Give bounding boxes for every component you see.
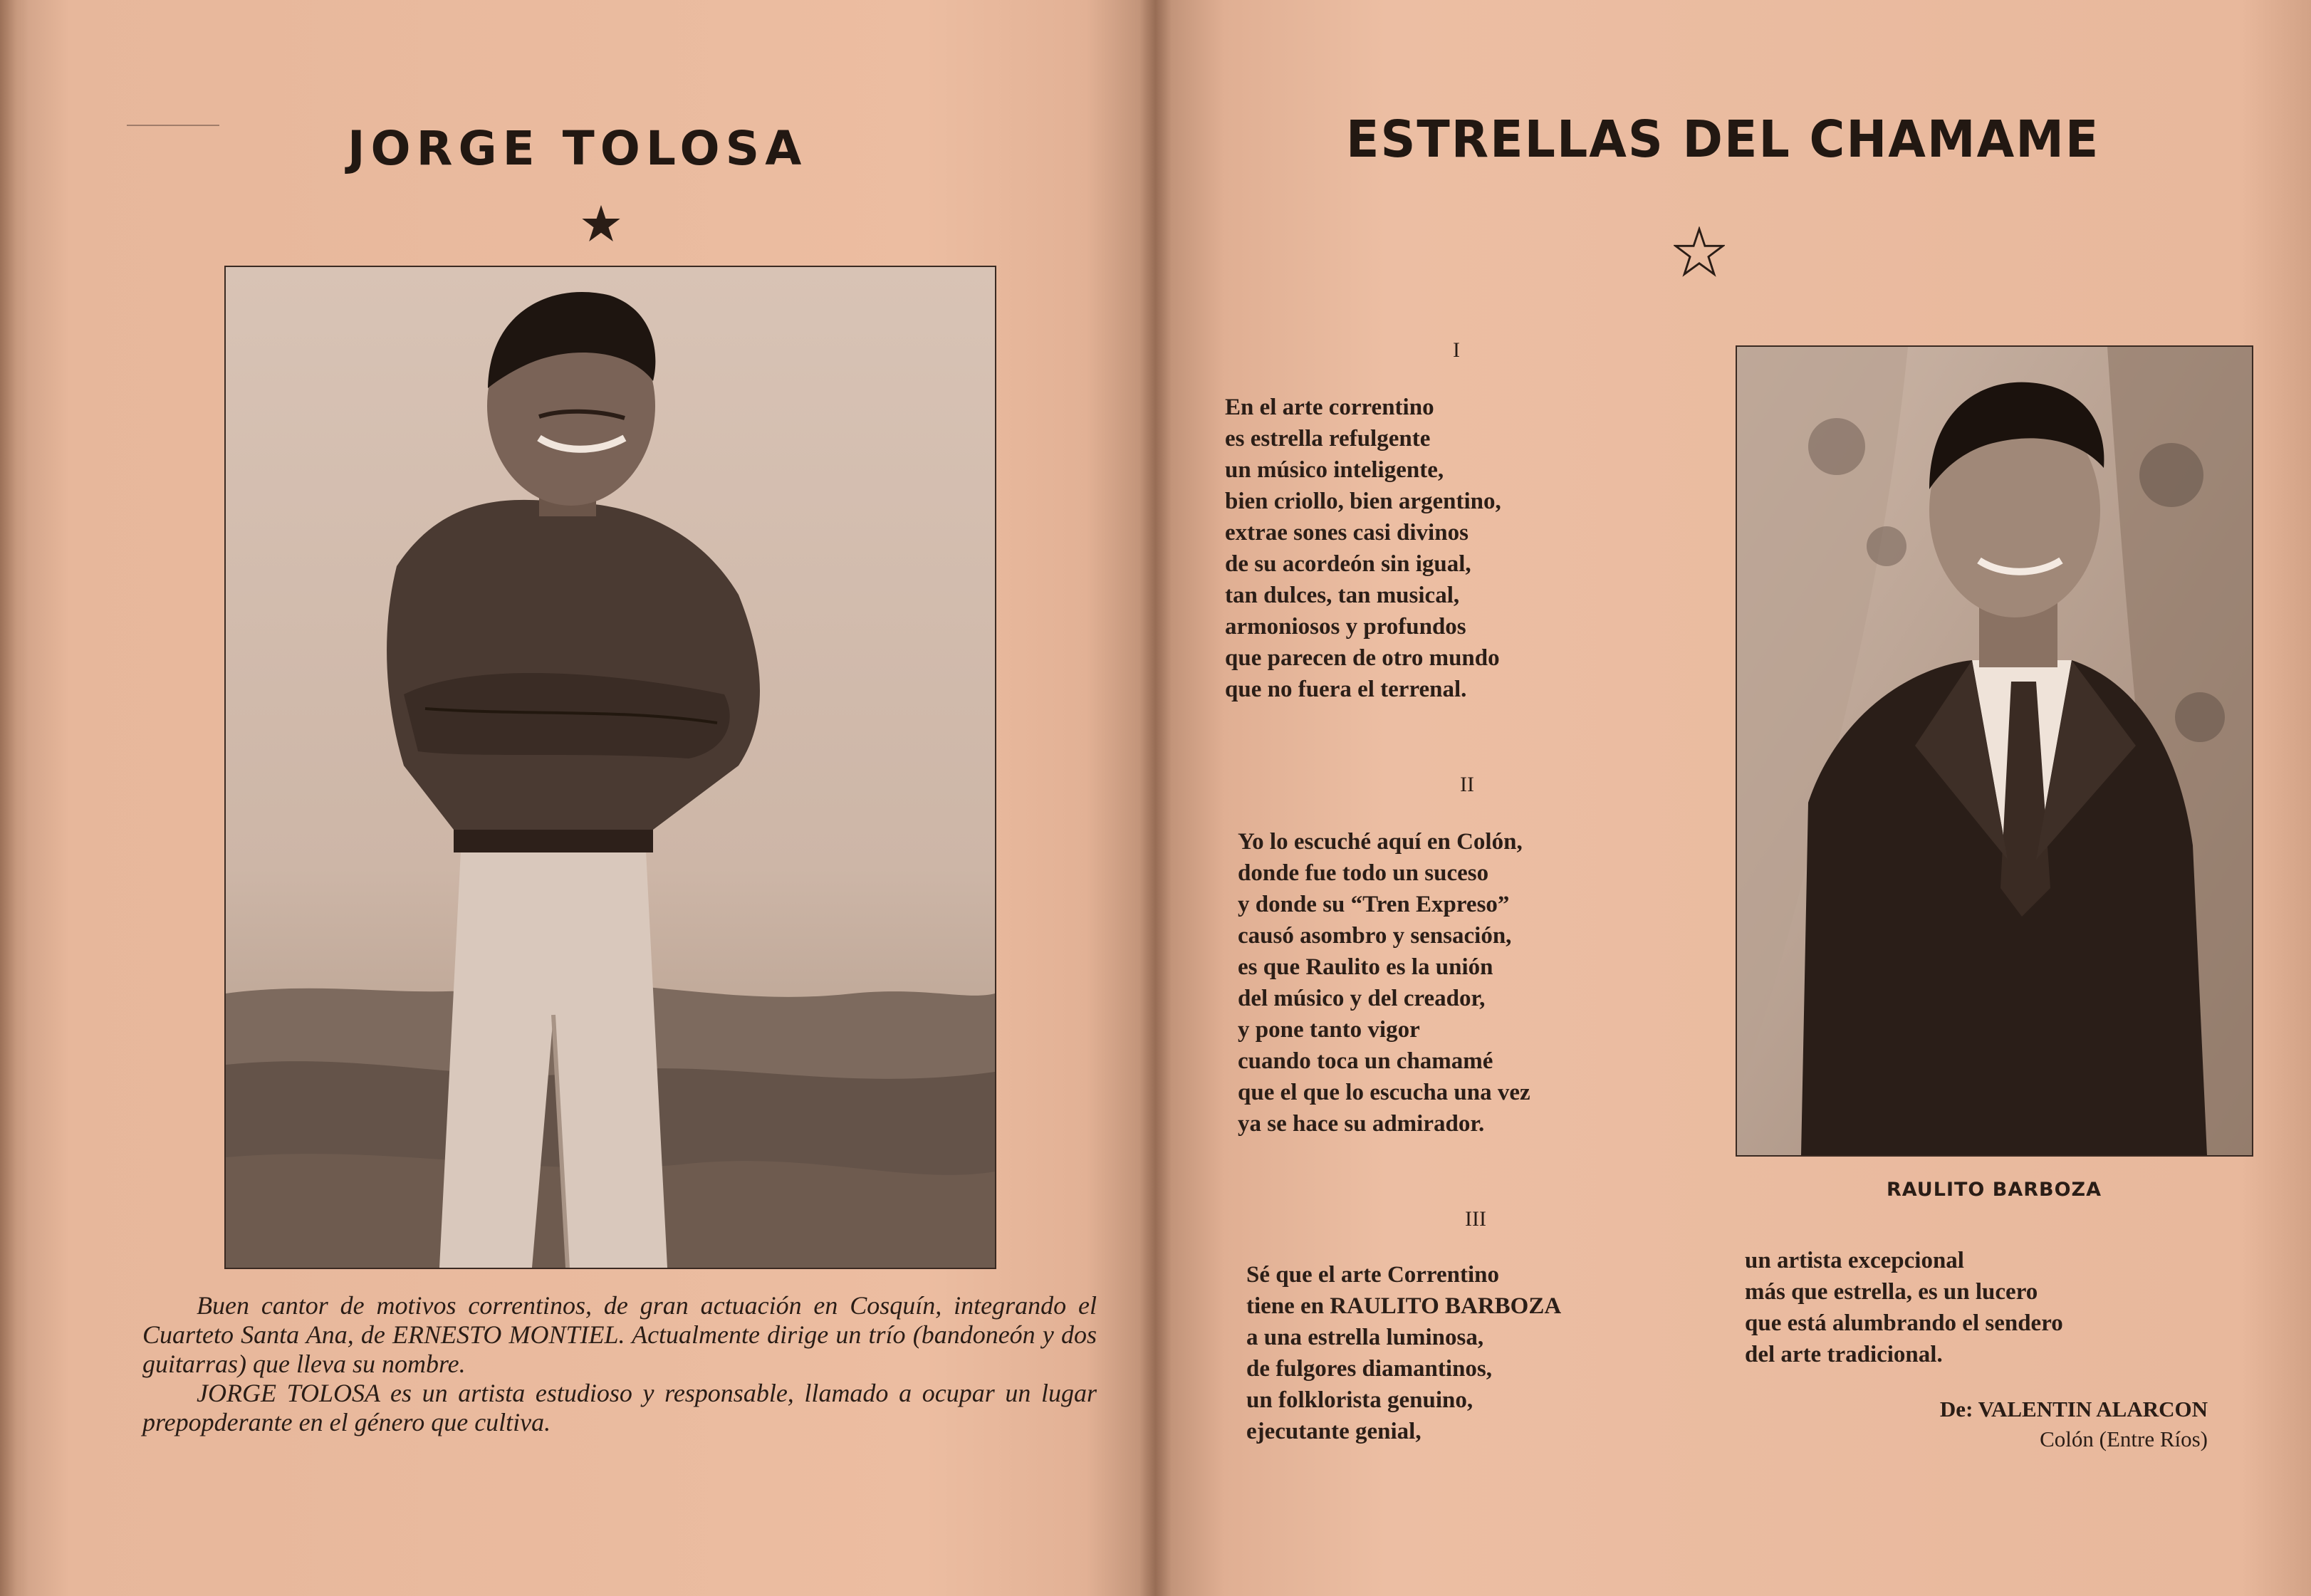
- verse-line: de su acordeón sin igual,: [1225, 551, 1471, 577]
- stanza-3-column-2: [1745, 1245, 2063, 1370]
- raulito-barboza-photo: [1736, 345, 2253, 1157]
- header-rule: [127, 125, 219, 126]
- verse-line: más que estrella, es un lucero: [1745, 1279, 2038, 1305]
- verse-line: ya se hace su admirador.: [1238, 1111, 1485, 1137]
- verse-line: donde fue todo un suceso: [1238, 860, 1489, 886]
- verse-line: causó asombro y sensación,: [1238, 923, 1512, 949]
- stanza-1: [1225, 392, 1501, 705]
- star-outline-icon: [1674, 226, 1725, 281]
- caption-paragraph: Buen cantor de motivos correntinos, de gran actuación en Cosquín, integrando el Cuarteto Santa Ana, de ERNESTO MONTIEL. Actualmente dirige un trío (bandoneón y dos guitarras) que lleva su nombre.: [142, 1291, 1097, 1378]
- verse-line: Yo lo escuché aquí en Colón,: [1238, 829, 1523, 855]
- verse-line: un folklorista genuino,: [1246, 1387, 1473, 1413]
- stanza-2: [1238, 826, 1530, 1139]
- verse-line: En el arte correntino: [1225, 395, 1434, 420]
- verse-line: ejecutante genial,: [1246, 1419, 1421, 1444]
- photo-caption: RAULITO BARBOZA: [1886, 1179, 2102, 1201]
- verse-line: que no fuera el terrenal.: [1225, 677, 1467, 702]
- verse-line: un artista excepcional: [1745, 1248, 1964, 1273]
- verse-line: extrae sones casi divinos: [1225, 520, 1468, 546]
- stanza-number: III: [1465, 1207, 1486, 1231]
- signature: [1852, 1394, 2208, 1454]
- stanza-3-column-1: [1246, 1259, 1561, 1447]
- verse-line: armoniosos y profundos: [1225, 614, 1466, 640]
- right-page-title: ESTRELLAS DEL CHAMAME: [1346, 110, 2100, 169]
- verse-line: del arte tradicional.: [1745, 1342, 1943, 1367]
- caption-paragraph: JORGE TOLOSA es un artista estudioso y responsable, llamado a ocupar un lugar prepopderante en el género que cultiva.: [142, 1379, 1097, 1436]
- signature-place: Colón (Entre Ríos): [2040, 1427, 2208, 1451]
- star-solid-icon: [580, 203, 622, 248]
- verse-line: tiene en RAULITO BARBOZA: [1246, 1293, 1562, 1319]
- verse-line: que parecen de otro mundo: [1225, 645, 1500, 671]
- verse-line: cuando toca un chamamé: [1238, 1048, 1493, 1074]
- verse-line: y donde su “Tren Expreso”: [1238, 892, 1510, 917]
- verse-line: a una estrella luminosa,: [1246, 1325, 1484, 1350]
- verse-line: que el que lo escucha una vez: [1238, 1080, 1530, 1105]
- verse-line: tan dulces, tan musical,: [1225, 583, 1460, 608]
- verse-line: es que Raulito es la unión: [1238, 954, 1493, 980]
- stanza-number: I: [1453, 338, 1460, 362]
- signature-author: De: VALENTIN ALARCON: [1939, 1397, 2208, 1422]
- jorge-tolosa-photo: [224, 266, 996, 1269]
- verse-line: un músico inteligente,: [1225, 457, 1444, 483]
- verse-line: Sé que el arte Correntino: [1246, 1262, 1499, 1288]
- verse-line: que está alumbrando el sendero: [1745, 1310, 2063, 1336]
- verse-line: bien criollo, bien argentino,: [1225, 489, 1501, 514]
- left-caption: [142, 1291, 1097, 1437]
- verse-line: del músico y del creador,: [1238, 986, 1486, 1011]
- verse-line: y pone tanto vigor: [1238, 1017, 1420, 1043]
- verse-line: es estrella refulgente: [1225, 426, 1431, 452]
- left-page-title: JORGE TOLOSA: [348, 121, 808, 176]
- stanza-number: II: [1460, 773, 1474, 796]
- verse-line: de fulgores diamantinos,: [1246, 1356, 1493, 1382]
